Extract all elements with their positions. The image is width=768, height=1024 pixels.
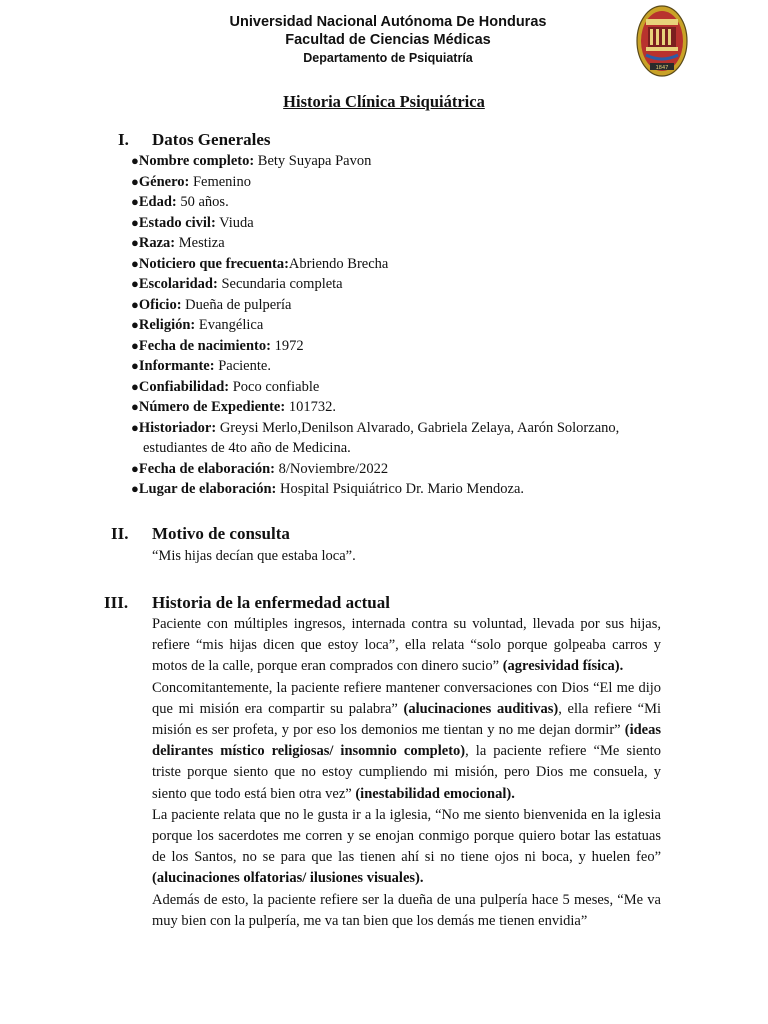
bullet-icon: ● <box>131 276 139 291</box>
history-paragraph-1: Paciente con múltiples ingresos, internada contra su voluntad, llevada por sus hijas, refiere “mis hijas dicen que estoy loca”, ella relata “solo porque golpeaba carros y motos de la calle, porque eran comprados con dinero sucio” (agresividad física). <box>152 616 661 675</box>
history-paragraph-4: Además de esto, la paciente refiere ser la dueña de una pulpería hace 5 meses, “Me va muy bien con la pulpería, me va tan bien que los demás me tienen envidia” <box>152 891 661 929</box>
bullet-icon: ● <box>131 214 139 230</box>
bullet-icon: ● <box>131 399 139 414</box>
list-item: ●Confiabilidad: Poco confiable <box>131 378 320 395</box>
section-2-number: II. <box>111 524 129 543</box>
consultation-reason: “Mis hijas decían que estaba loca”. <box>152 548 356 564</box>
seal-year: 1847 <box>655 65 669 71</box>
bullet-icon: ● <box>131 173 139 189</box>
section-2-title: Motivo de consulta <box>152 524 290 543</box>
list-item: ●Estado civil: Viuda <box>131 214 254 231</box>
list-item: ●Nombre completo: Bety Suyapa Pavon <box>131 153 372 169</box>
section-1-number: I. <box>118 130 129 149</box>
department-name: Departamento de Psiquiatría <box>303 51 473 65</box>
list-item: ●Noticiero que frecuenta:Abriendo Brecha <box>131 255 389 272</box>
bullet-icon: ● <box>131 337 139 353</box>
list-item: ●Número de Expediente: 101732. <box>131 399 336 415</box>
document-header <box>200 13 576 67</box>
bullet-icon: ● <box>131 317 139 332</box>
list-item: ●Edad: 50 años. <box>131 194 229 210</box>
list-item: ●Fecha de nacimiento: 1972 <box>131 337 304 354</box>
history-paragraph-2: Concomitantemente, la paciente refiere mantener conversaciones con Dios “El me dijo que mi misión era compartir su palabra” (alucinaciones auditivas), ella refiere “Mi misión es ser profeta, y por eso los demonios me tientan y no me dejan dormir” (ideas delirantes místico religiosas/ insomnio completo), la paciente refiere “Me siento triste porque siento que no estoy cumpliendo mi misión, pero Dios me consuela, y siento que todo está bien otra vez” (inestabilidad emocional). <box>152 679 662 802</box>
general-data-list <box>131 151 661 500</box>
list-item: ●Escolaridad: Secundaria completa <box>131 276 343 292</box>
list-item: ●Informante: Paciente. <box>131 358 271 374</box>
university-name: Universidad Nacional Autónoma De Honduras <box>229 14 547 30</box>
list-item: ●Lugar de elaboración: Hospital Psiquiátrico Dr. Mario Mendoza. <box>131 481 525 497</box>
list-item: ●Religión: Evangélica <box>131 317 264 333</box>
list-item: ●Oficio: Dueña de pulpería <box>131 296 292 313</box>
bullet-icon: ● <box>131 235 139 250</box>
bullet-icon: ● <box>131 481 139 496</box>
list-item: ●Género: Femenino <box>131 173 251 190</box>
list-item: ●Fecha de elaboración: 8/Noviembre/2022 <box>131 460 389 477</box>
bullet-icon: ● <box>131 194 139 209</box>
faculty-name: Facultad de Ciencias Médicas <box>285 32 491 48</box>
bullet-icon: ● <box>131 419 139 435</box>
section-3-title: Historia de la enfermedad actual <box>152 593 390 612</box>
list-item: ●Historiador: Greysi Merlo,Denilson Alvarado, Gabriela Zelaya, Aarón Solorzano, estudiantes de 4to año de Medicina. <box>131 419 620 456</box>
bullet-icon: ● <box>131 358 139 373</box>
bullet-icon: ● <box>131 460 139 476</box>
bullet-icon: ● <box>131 153 139 168</box>
bullet-icon: ● <box>131 378 139 394</box>
bullet-icon: ● <box>131 296 139 312</box>
university-seal-logo <box>636 5 688 77</box>
illness-history-text <box>152 614 661 932</box>
bullet-icon: ● <box>131 255 139 271</box>
section-3-number: III. <box>104 593 129 612</box>
list-item: ●Raza: Mestiza <box>131 235 225 251</box>
document-title: Historia Clínica Psiquiátrica <box>283 92 485 111</box>
history-paragraph-3: La paciente relata que no le gusta ir a la iglesia, “No me siento bienvenida en la iglesia porque los sacerdotes me corren y se enojan conmigo porque quiero botar las estatuas de los Santos, no se para que las tienen ahí si no tiene ojos ni boca, y huelen feo” (alucinaciones olfatorias/ ilusiones visuales). <box>152 806 661 887</box>
section-1-title: Datos Generales <box>152 130 271 149</box>
